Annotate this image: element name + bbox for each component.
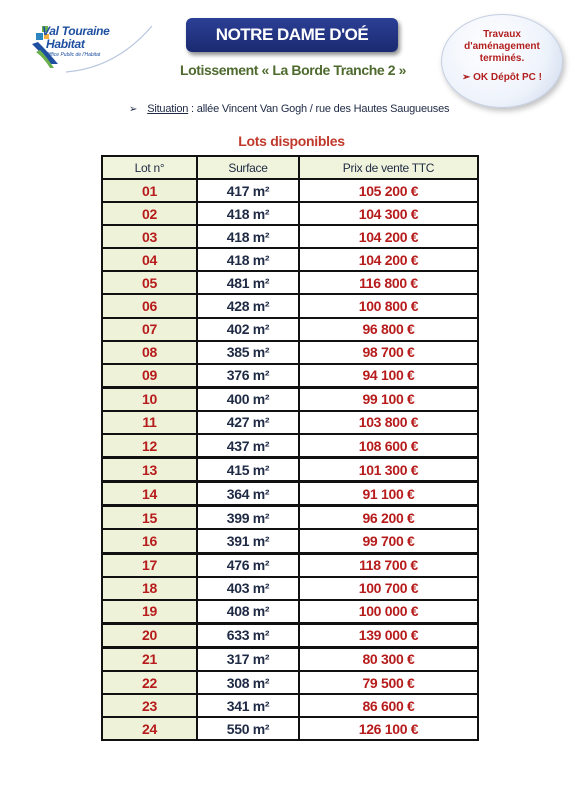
table-row [102, 364, 478, 388]
page-subtitle: Lotissement « La Borde Tranche 2 » [179, 62, 407, 78]
bubble-line2: d'aménagement [464, 41, 540, 52]
table-row [102, 577, 478, 600]
table-row [102, 202, 478, 225]
header-lot: Lot n° [102, 156, 197, 179]
status-bubble [441, 14, 563, 108]
surface-cell: 415 m² [197, 458, 299, 482]
lot-cell: 24 [102, 717, 197, 740]
price-cell: 99 100 € [299, 387, 478, 411]
surface-cell: 400 m² [197, 387, 299, 411]
price-cell: 118 700 € [299, 553, 478, 577]
price-cell: 101 300 € [299, 458, 478, 482]
table-row [102, 411, 478, 434]
bubble-line3: terminés. [479, 53, 525, 64]
lot-cell: 05 [102, 271, 197, 294]
table-row [102, 506, 478, 530]
surface-cell: 308 m² [197, 671, 299, 694]
surface-cell: 402 m² [197, 318, 299, 341]
price-cell: 96 200 € [299, 506, 478, 530]
lot-cell: 08 [102, 341, 197, 364]
surface-cell: 341 m² [197, 694, 299, 717]
price-cell: 86 600 € [299, 694, 478, 717]
lot-cell: 12 [102, 434, 197, 458]
price-cell: 108 600 € [299, 434, 478, 458]
surface-cell: 476 m² [197, 553, 299, 577]
surface-cell: 364 m² [197, 482, 299, 506]
table-row [102, 225, 478, 248]
table-row [102, 553, 478, 577]
price-cell: 139 000 € [299, 623, 478, 647]
page-title: NOTRE DAME D'OÉ [186, 18, 398, 52]
situation-label: Situation [147, 103, 189, 115]
lot-cell: 01 [102, 179, 197, 202]
price-cell: 116 800 € [299, 271, 478, 294]
surface-cell: 399 m² [197, 506, 299, 530]
surface-cell: 633 m² [197, 623, 299, 647]
surface-cell: 428 m² [197, 294, 299, 317]
surface-cell: 418 m² [197, 202, 299, 225]
table-row [102, 341, 478, 364]
table-row [102, 717, 478, 740]
surface-cell: 391 m² [197, 529, 299, 553]
price-cell: 104 200 € [299, 225, 478, 248]
table-header-row [102, 156, 478, 179]
price-cell: 104 200 € [299, 248, 478, 271]
surface-cell: 550 m² [197, 717, 299, 740]
surface-cell: 418 m² [197, 225, 299, 248]
lot-cell: 11 [102, 411, 197, 434]
price-cell: 91 100 € [299, 482, 478, 506]
price-cell: 105 200 € [299, 179, 478, 202]
table-row [102, 647, 478, 671]
lot-cell: 15 [102, 506, 197, 530]
lots-table [101, 155, 479, 741]
lot-cell: 03 [102, 225, 197, 248]
price-cell: 96 800 € [299, 318, 478, 341]
lot-cell: 20 [102, 623, 197, 647]
table-row [102, 271, 478, 294]
table-row [102, 434, 478, 458]
table-row [102, 248, 478, 271]
table-row [102, 294, 478, 317]
surface-cell: 437 m² [197, 434, 299, 458]
logo-line2: Habitat [46, 37, 85, 51]
situation-line [129, 103, 449, 115]
lot-cell: 10 [102, 387, 197, 411]
lot-cell: 19 [102, 600, 197, 624]
bubble-line1: Travaux [483, 29, 521, 40]
lot-cell: 09 [102, 364, 197, 388]
table-row [102, 458, 478, 482]
price-cell: 104 300 € [299, 202, 478, 225]
table-row [102, 671, 478, 694]
table-row [102, 694, 478, 717]
surface-cell: 376 m² [197, 364, 299, 388]
table-row [102, 529, 478, 553]
surface-cell: 481 m² [197, 271, 299, 294]
lot-cell: 06 [102, 294, 197, 317]
situation-text: : allée Vincent Van Gogh / rue des Hautes Saugueuses [188, 103, 450, 115]
header-surface: Surface [197, 156, 299, 179]
price-cell: 100 000 € [299, 600, 478, 624]
surface-cell: 408 m² [197, 600, 299, 624]
lot-cell: 21 [102, 647, 197, 671]
logo-line1: Val Touraine [42, 24, 110, 38]
lot-cell: 02 [102, 202, 197, 225]
lot-cell: 14 [102, 482, 197, 506]
table-row [102, 482, 478, 506]
table-row [102, 623, 478, 647]
header-price: Prix de vente TTC [299, 156, 478, 179]
table-row [102, 600, 478, 624]
price-cell: 100 700 € [299, 577, 478, 600]
lot-cell: 17 [102, 553, 197, 577]
price-cell: 80 300 € [299, 647, 478, 671]
lot-cell: 07 [102, 318, 197, 341]
price-cell: 99 700 € [299, 529, 478, 553]
lot-cell: 22 [102, 671, 197, 694]
arrow-bullet-icon: ➢ [129, 104, 138, 115]
surface-cell: 317 m² [197, 647, 299, 671]
table-row [102, 179, 478, 202]
surface-cell: 403 m² [197, 577, 299, 600]
lot-cell: 16 [102, 529, 197, 553]
logo-subtitle: Office Public de l'Habitat [46, 52, 101, 58]
lot-cell: 23 [102, 694, 197, 717]
price-cell: 126 100 € [299, 717, 478, 740]
surface-cell: 418 m² [197, 248, 299, 271]
price-cell: 103 800 € [299, 411, 478, 434]
table-row [102, 318, 478, 341]
lot-cell: 04 [102, 248, 197, 271]
bubble-line4: ➢ OK Dépôt PC ! [461, 72, 543, 83]
price-cell: 94 100 € [299, 364, 478, 388]
price-cell: 79 500 € [299, 671, 478, 694]
surface-cell: 385 m² [197, 341, 299, 364]
price-cell: 100 800 € [299, 294, 478, 317]
lot-cell: 18 [102, 577, 197, 600]
section-title: Lots disponibles [238, 133, 345, 149]
surface-cell: 427 m² [197, 411, 299, 434]
lot-cell: 13 [102, 458, 197, 482]
surface-cell: 417 m² [197, 179, 299, 202]
price-cell: 98 700 € [299, 341, 478, 364]
table-row [102, 387, 478, 411]
